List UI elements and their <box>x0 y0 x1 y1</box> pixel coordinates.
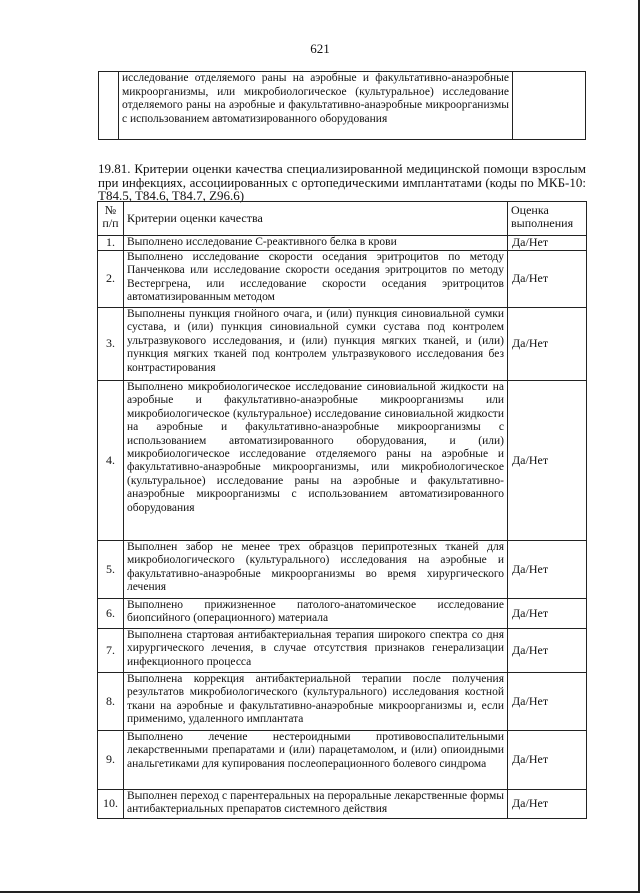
row-criteria: Выполнена коррекция антибактериальной терапии после получения результатов микробиологического (культурального) исследования костной ткани на аэробные и факультативно-анаэробные микроорганизмы и, если применимо, удаленного имплантата <box>124 673 508 731</box>
row-eval: Да/Нет <box>508 790 587 819</box>
table-row <box>98 731 587 790</box>
row-num: 9. <box>98 731 124 790</box>
row-num: 6. <box>98 599 124 629</box>
row-num: 4. <box>98 381 124 541</box>
row-eval: Да/Нет <box>508 308 587 381</box>
row-criteria: Выполнен переход с парентеральных на пероральные лекарственные формы антибактериальных препаратов системного действия <box>124 790 508 819</box>
table-row <box>98 308 587 381</box>
row-criteria: Выполнены пункция гнойного очага, и (или) пункция синовиальной сумки сустава, и (или) пункция синовиальной сумки сустава под контролем ультразвукового исследования, и (или) пункция мягких тканей, и (или) пункция мягких тканей под контролем ультразвукового исследования без контрастирования <box>124 308 508 381</box>
row-criteria: Выполнено лечение нестероидными противовоспалительными лекарственными препаратами и (или) парацетамолом, и (или) опиоидными анальгетиками для купирования послеоперационного болевого синдрома <box>124 731 508 790</box>
row-num: 1. <box>98 236 124 251</box>
continuation-eval-cell <box>513 72 586 140</box>
table-row <box>98 381 587 541</box>
table-row <box>98 790 587 819</box>
row-criteria: Выполнено исследование С-реактивного белка в крови <box>124 236 508 251</box>
table-header-row <box>98 202 587 236</box>
row-criteria: Выполнена стартовая антибактериальная терапия широкого спектра со дня хирургического лечения, в случае отсутствия признаков генерализации инфекционного процесса <box>124 629 508 673</box>
header-num: № п/п <box>98 202 124 236</box>
table-row <box>98 599 587 629</box>
section-title: 19.81. Критерии оценки качества специализированной медицинской помощи взрослым при инфекциях, ассоциированных с ортопедическими имплантатами (коды по МКБ-10: T84.5, T84.6, T84.7, Z96.6) <box>98 161 586 203</box>
row-eval: Да/Нет <box>508 541 587 599</box>
row-eval: Да/Нет <box>508 731 587 790</box>
row-num: 10. <box>98 790 124 819</box>
row-criteria: Выполнено микробиологическое исследование синовиальной жидкости на аэробные и факультативно-анаэробные микроорганизмы или микробиологическое (культуральное) исследование синовиальной жидкости на аэробные и факультативно-анаэробные микроорганизмы с использованием автоматизированного оборудования, и (или) микробиологическое исследование отделяемого раны на аэробные и факультативно-анаэробные микроорганизмы, или микробиологическое (культуральное) исследование раны на аэробные и факультативно-анаэробные микроорганизмы с использованием автоматизированного оборудования <box>124 381 508 541</box>
row-eval: Да/Нет <box>508 673 587 731</box>
table-row <box>99 72 586 140</box>
header-criteria: Критерии оценки качества <box>124 202 508 236</box>
table-row <box>98 251 587 308</box>
row-num: 8. <box>98 673 124 731</box>
row-criteria: Выполнен забор не менее трех образцов перипротезных тканей для микробиологического (культурального) исследования на аэробные и факультативно-анаэробные микроорганизмы во время хирургического лечения <box>124 541 508 599</box>
header-eval: Оценка выполнения <box>508 202 587 236</box>
table-row <box>98 673 587 731</box>
continuation-num-cell <box>99 72 119 140</box>
table-row <box>98 629 587 673</box>
continuation-table <box>98 71 586 140</box>
row-num: 2. <box>98 251 124 308</box>
row-criteria: Выполнено исследование скорости оседания эритроцитов по методу Панченкова или исследование скорости оседания эритроцитов по методу Вестергрена, или исследование скорости оседания эритроцитов автоматизированным методом <box>124 251 508 308</box>
row-eval: Да/Нет <box>508 251 587 308</box>
table-row <box>98 236 587 251</box>
continuation-criteria-cell: исследование отделяемого раны на аэробные и факультативно-анаэробные микроорганизмы, или микробиологическое (культуральное) исследование отделяемого раны на аэробные и факультативно-анаэробные микроорганизмы с использованием автоматизированного оборудования <box>119 72 513 140</box>
quality-criteria-table <box>97 201 587 819</box>
row-eval: Да/Нет <box>508 629 587 673</box>
row-num: 7. <box>98 629 124 673</box>
row-num: 3. <box>98 308 124 381</box>
table-row <box>98 541 587 599</box>
row-eval: Да/Нет <box>508 599 587 629</box>
page-number: 621 <box>310 41 330 56</box>
row-criteria: Выполнено прижизненное патолого-анатомическое исследование биопсийного (операционного) материала <box>124 599 508 629</box>
row-eval: Да/Нет <box>508 236 587 251</box>
row-eval: Да/Нет <box>508 381 587 541</box>
row-num: 5. <box>98 541 124 599</box>
